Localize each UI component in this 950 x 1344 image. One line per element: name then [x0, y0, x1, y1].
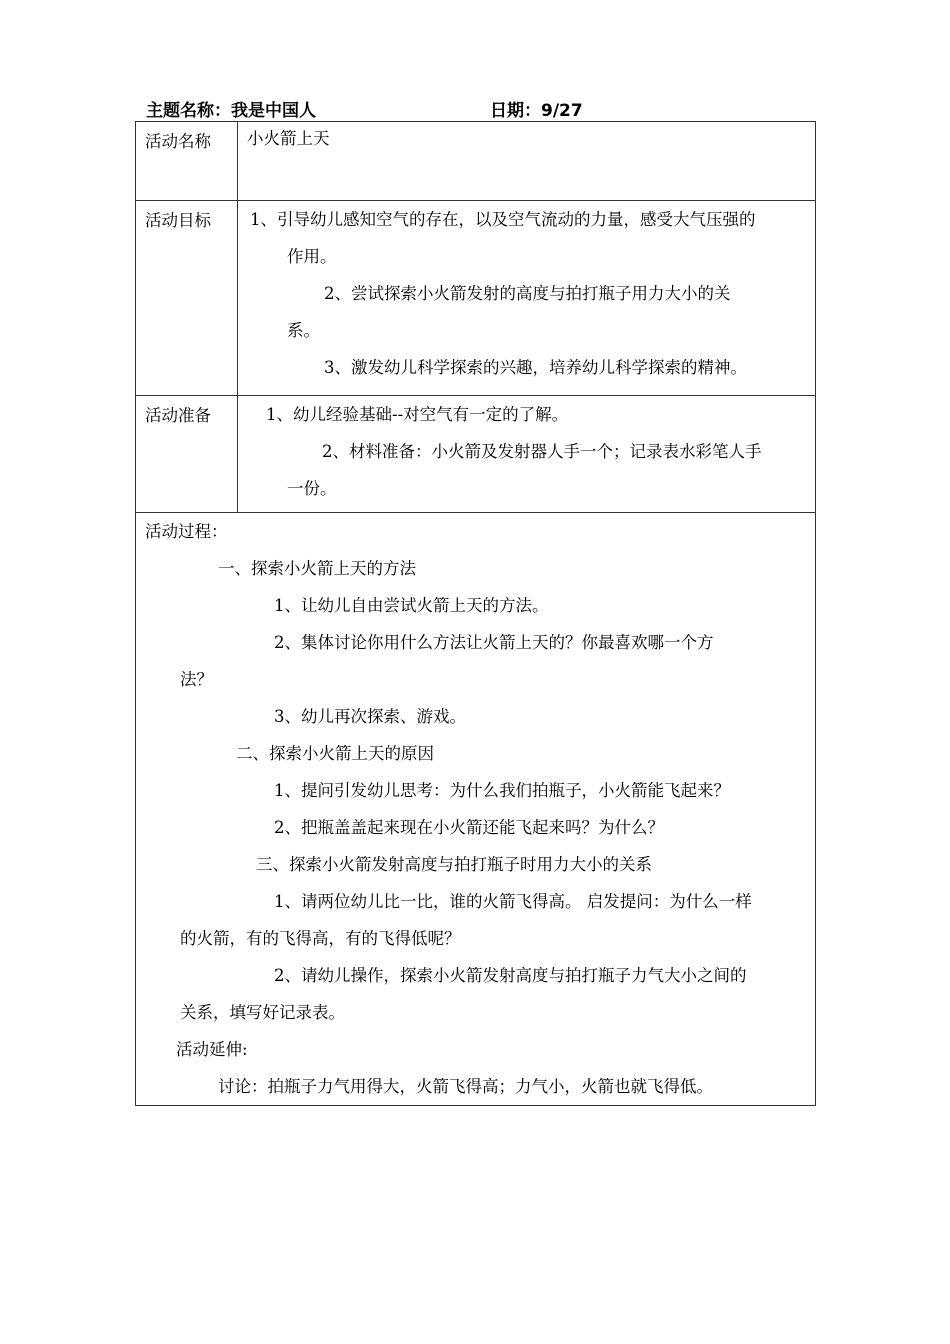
- process-section-1: 一、探索小火箭上天的方法: [218, 559, 416, 578]
- goal-line-2: 2、尝试探索小火箭发射的高度与拍打瓶子用力大小的关: [324, 284, 731, 303]
- process-cell: [136, 513, 816, 1106]
- process-label: 活动过程：: [145, 522, 228, 541]
- label-preparation: 活动准备: [136, 396, 238, 513]
- process-line: 法？: [180, 670, 213, 689]
- preparation-cell: [238, 396, 816, 513]
- process-line: 关系，填写好记录表。: [180, 1003, 345, 1022]
- goal-line-2-cont: 系。: [287, 321, 320, 340]
- extension-text: 讨论：拍瓶子力气用得大，火箭飞得高；力气小，火箭也就飞得低。: [218, 1077, 713, 1096]
- goals-cell: [238, 201, 816, 396]
- lesson-plan-table: [135, 121, 816, 1106]
- activity-name-value: 小火箭上天: [247, 129, 330, 148]
- activity-name-cell: [238, 122, 816, 201]
- prep-line-2-cont: 一份。: [287, 479, 337, 498]
- row-preparation: [136, 396, 816, 513]
- process-line: 3、幼儿再次探索、游戏。: [274, 707, 466, 726]
- process-line: 的火箭，有的飞得高，有的飞得低呢？: [180, 929, 461, 948]
- extension-label: 活动延伸:: [176, 1040, 248, 1059]
- goal-line-1: 1、引导幼儿感知空气的存在，以及空气流动的力量，感受大气压强的: [250, 210, 756, 229]
- row-process: [136, 513, 816, 1106]
- prep-line-2: 2、材料准备：小火箭及发射器人手一个；记录表水彩笔人手: [322, 442, 762, 461]
- theme-title: 主题名称：我是中国人: [146, 101, 316, 121]
- label-goals: 活动目标: [136, 201, 238, 396]
- process-section-3: 三、探索小火箭发射高度与拍打瓶子时用力大小的关系: [256, 855, 652, 874]
- prep-line-1: 1、幼儿经验基础--对空气有一定的了解。: [266, 405, 569, 424]
- row-activity-name: [136, 122, 816, 201]
- process-line: 1、让幼儿自由尝试火箭上天的方法。: [274, 596, 549, 615]
- process-line: 2、请幼儿操作，探索小火箭发射高度与拍打瓶子力气大小之间的: [274, 966, 747, 985]
- goal-line-3: 3、激发幼儿科学探索的兴趣，培养幼儿科学探索的精神。: [324, 358, 747, 377]
- process-section-2: 二、探索小火箭上天的原因: [236, 744, 434, 763]
- goal-line-1-cont: 作用。: [287, 247, 337, 266]
- process-line: 2、集体讨论你用什么方法让火箭上天的？你最喜欢哪一个方: [274, 633, 714, 652]
- process-line: 1、提问引发幼儿思考：为什么我们拍瓶子，小火箭能飞起来？: [274, 781, 730, 800]
- page-header: [146, 96, 583, 121]
- row-goals: [136, 201, 816, 396]
- label-activity-name: 活动名称: [136, 122, 238, 201]
- process-line: 1、请两位幼儿比一比，谁的火箭飞得高。 启发提问：为什么一样: [274, 892, 752, 911]
- date-label: 日期：9/27: [490, 101, 583, 121]
- process-line: 2、把瓶盖盖起来现在小火箭还能飞起来吗？为什么？: [274, 818, 664, 837]
